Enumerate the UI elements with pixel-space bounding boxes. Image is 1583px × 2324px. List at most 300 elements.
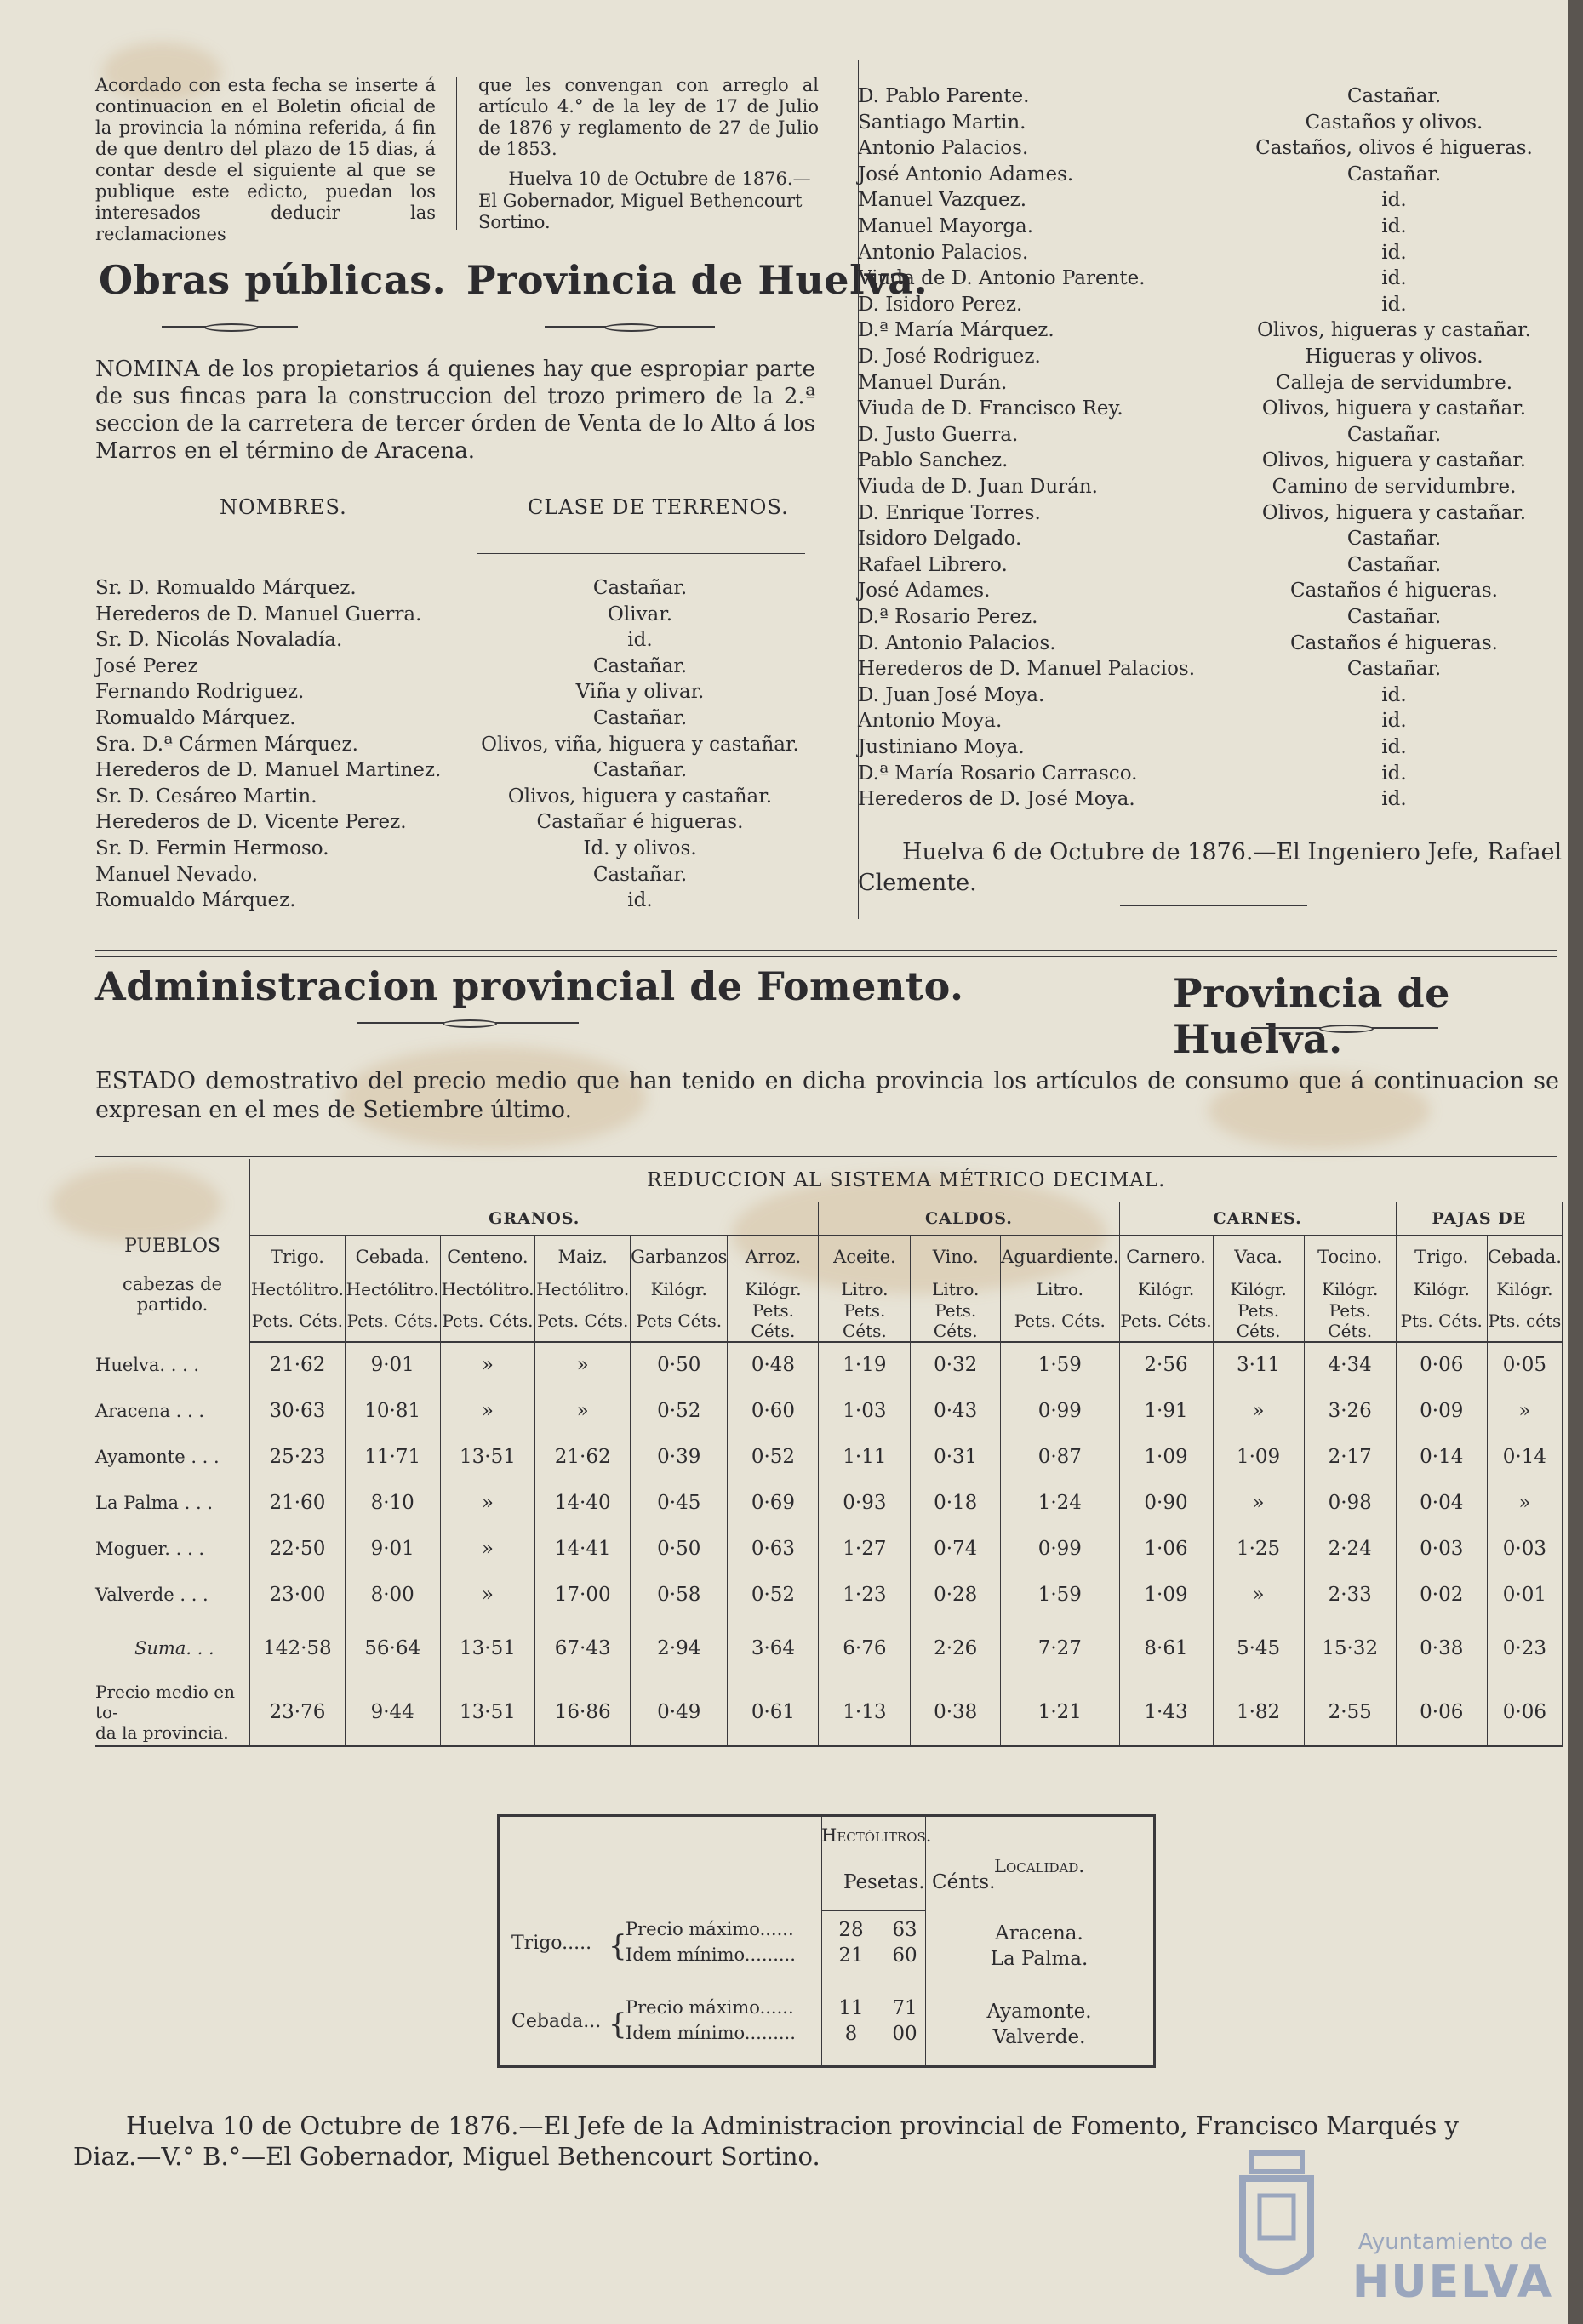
- value-cell: 0·05: [1487, 1342, 1562, 1388]
- land-class: id.: [1381, 710, 1407, 732]
- column-unit: Hectólitro.: [441, 1278, 534, 1299]
- land-class: Castañar.: [1346, 424, 1442, 446]
- land-class: Olivos, higuera y castañar.: [1261, 449, 1527, 471]
- value-cell: 9·44: [345, 1679, 440, 1746]
- land-class: Castañar.: [592, 577, 688, 599]
- value-cell: »: [1213, 1572, 1304, 1618]
- column-name: Maiz.: [535, 1235, 631, 1278]
- fomento-signature: Huelva 10 de Octubre de 1876.—El Jefe de la Administracion provincial de Fomento, Francisco Marqués y Diaz.—V.° B.°—El Gobernador, Miguel Bethencourt Sortino.: [73, 2111, 1459, 2171]
- extremes-pesetas: 28: [838, 1919, 864, 1941]
- owner-name: Herederos de D. José Moya.: [858, 788, 1135, 810]
- pueblo-name: Valverde . . .: [95, 1584, 209, 1605]
- owner-name: D. Isidoro Perez.: [858, 294, 1023, 316]
- column-unit: Kilógr.: [631, 1278, 728, 1300]
- pueblo-cell: [95, 1342, 250, 1388]
- value-cell: 3·26: [1304, 1388, 1396, 1434]
- value-cell: 0·63: [728, 1526, 819, 1572]
- owner-name: Sra. D.ª Cármen Márquez.: [95, 734, 358, 756]
- extremes-head-unit: Hectólitros.: [821, 1825, 932, 1846]
- land-class: Viña y olivar.: [575, 681, 705, 703]
- estado-intro: ESTADO demostrativo del precio medio que han tenido en dicha provincia los artículos de consumo que á continuacion se expresan en el mes de Setiembre último.: [95, 1068, 1559, 1123]
- owner-name: Herederos de D. Manuel Guerra.: [95, 603, 422, 625]
- value-cell: 0·31: [911, 1434, 1001, 1480]
- value-cell: 0·99: [1001, 1526, 1119, 1572]
- heading-provincia-huelva: Provincia de Huelva.: [466, 257, 929, 303]
- extremes-cents: 00: [892, 2023, 917, 2045]
- land-class: Calleja de servidumbre.: [1275, 372, 1513, 394]
- value-cell: 0·06: [1487, 1679, 1562, 1746]
- value-cell: 2·56: [1119, 1342, 1213, 1388]
- column-name: Centeno.: [440, 1235, 535, 1278]
- value-cell: 0·69: [728, 1480, 819, 1526]
- section-rule: [95, 950, 1557, 951]
- owner-name: Sr. D. Nicolás Novaladía.: [95, 629, 343, 651]
- value-cell: »: [1487, 1388, 1562, 1434]
- owner-name: Pablo Sanchez.: [858, 449, 1009, 471]
- owner-name: José Perez: [95, 655, 198, 677]
- owners-list-left: [95, 577, 810, 917]
- watermark-line1: Ayuntamiento de: [1357, 2230, 1548, 2255]
- table-row: [95, 1342, 1563, 1388]
- owner-name: Rafael Librero.: [858, 554, 1008, 576]
- column-money: Pets. Céts.: [535, 1300, 631, 1342]
- prices-table: [95, 1159, 1563, 1747]
- land-class: Olivos, viña, higuera y castañar.: [481, 734, 799, 756]
- edict-text-col1: Acordado con esta fecha se inserte á continuacion en el Boletin oficial de la provincia la nómina referida, á fin de que dentro del plazo de 15 dias, á contar desde el siguiente al que se publique este edicto, puedan los interesados deducir las reclamaciones: [95, 75, 436, 244]
- extremes-cents: 71: [892, 1997, 917, 2019]
- value-cell: 2·26: [911, 1618, 1001, 1679]
- land-class: Castañar.: [1346, 658, 1442, 680]
- value-cell: 8·00: [345, 1572, 440, 1618]
- value-cell: 23·76: [250, 1679, 346, 1746]
- value-cell: »: [440, 1342, 535, 1388]
- value-cell: 0·06: [1396, 1342, 1487, 1388]
- extremes-cents: 63: [892, 1919, 917, 1941]
- owner-name: Herederos de D. Manuel Martinez.: [95, 759, 442, 781]
- value-cell: »: [440, 1388, 535, 1434]
- column-money: Pets. Céts.: [911, 1300, 1001, 1342]
- edict-sign-name: El Gobernador, Miguel Bethencourt Sortino.: [478, 191, 803, 232]
- value-cell: 0·60: [728, 1388, 819, 1434]
- owner-name: Herederos de D. Vicente Perez.: [95, 811, 407, 833]
- value-cell: 14·40: [535, 1480, 631, 1526]
- land-class: Higueras y olivos.: [1305, 345, 1483, 368]
- value-cell: 1·21: [1001, 1679, 1119, 1746]
- owner-name: Fernando Rodriguez.: [95, 681, 305, 703]
- watermark-line2: HUELVA: [1352, 2257, 1554, 2308]
- value-cell: 1·13: [819, 1679, 911, 1746]
- group-head: GRANOS.: [250, 1202, 819, 1235]
- land-class: Castañar.: [1346, 606, 1442, 628]
- extremes-product: Cebada...: [511, 2011, 602, 2032]
- land-class: Camino de servidumbre.: [1272, 476, 1517, 498]
- value-cell: 2·33: [1304, 1572, 1396, 1618]
- value-cell: 17·00: [535, 1572, 631, 1618]
- value-cell: 0·93: [819, 1480, 911, 1526]
- section-rule: [95, 956, 1557, 957]
- pueblo-cell: [95, 1572, 250, 1618]
- value-cell: 23·00: [250, 1572, 346, 1618]
- pueblo-cell: [95, 1434, 250, 1480]
- column-divider: [456, 77, 457, 230]
- owner-name: Antonio Palacios.: [858, 242, 1029, 264]
- box-rule: [821, 1910, 925, 1911]
- value-cell: 0·50: [631, 1342, 728, 1388]
- column-money: Pets. Céts.: [1213, 1300, 1304, 1342]
- extremes-pesetas: 8: [844, 2023, 858, 2045]
- value-cell: »: [1213, 1480, 1304, 1526]
- medio-label-2: da la provincia.: [95, 1722, 229, 1743]
- land-class: id.: [1381, 189, 1407, 211]
- owner-name: D. Antonio Palacios.: [858, 632, 1056, 654]
- pueblo-name: Huelva. . . .: [95, 1354, 200, 1375]
- value-cell: 0·14: [1396, 1434, 1487, 1480]
- value-cell: 2·24: [1304, 1526, 1396, 1572]
- pueblo-name: Aracena . . .: [95, 1400, 205, 1421]
- value-cell: 1·09: [1119, 1434, 1213, 1480]
- extremes-label: Precio máximo......: [626, 1919, 794, 1939]
- ornament-rule: [357, 1019, 579, 1026]
- column-name: Vino.: [911, 1235, 1001, 1278]
- value-cell: »: [440, 1572, 535, 1618]
- owner-name: Antonio Palacios.: [858, 137, 1029, 159]
- column-units-row: [95, 1278, 1563, 1300]
- value-cell: 0·32: [911, 1342, 1001, 1388]
- extremes-label: Idem mínimo.........: [626, 2023, 796, 2043]
- value-cell: 7·27: [1001, 1618, 1119, 1679]
- pueblos-head-1: PUEBLOS: [124, 1236, 220, 1257]
- owner-name: Romualdo Márquez.: [95, 889, 296, 911]
- owner-name: D.ª María Márquez.: [858, 319, 1054, 341]
- value-cell: 0·48: [728, 1342, 819, 1388]
- land-class: Castaños é higueras.: [1290, 580, 1498, 602]
- land-class: Castañar.: [1346, 85, 1442, 107]
- table-row: [95, 1388, 1563, 1434]
- land-class: id.: [627, 889, 653, 911]
- value-cell: 0·49: [631, 1679, 728, 1746]
- extremes-box: [497, 1814, 1156, 2068]
- value-cell: »: [535, 1388, 631, 1434]
- value-cell: 22·50: [250, 1526, 346, 1572]
- owner-name: D. José Rodriguez.: [858, 345, 1041, 368]
- owner-name: Sr. D. Cesáreo Martin.: [95, 785, 317, 808]
- land-class: id.: [1381, 736, 1407, 758]
- value-cell: 56·64: [345, 1618, 440, 1679]
- pueblo-name: Moguer. . . .: [95, 1538, 204, 1559]
- value-cell: 1·59: [1001, 1572, 1119, 1618]
- column-name: Trigo.: [250, 1235, 346, 1278]
- column-money: Pets. Céts.: [345, 1300, 440, 1342]
- value-cell: 9·01: [345, 1526, 440, 1572]
- owner-name: D. Justo Guerra.: [858, 424, 1019, 446]
- ornament-rule: [162, 323, 298, 330]
- value-cell: 2·17: [1304, 1434, 1396, 1480]
- owner-name: Manuel Nevado.: [95, 864, 259, 886]
- column-unit: Hectólitro.: [346, 1278, 439, 1299]
- group-head: CALDOS.: [819, 1202, 1119, 1235]
- column-unit: Kilógr.: [1396, 1278, 1487, 1300]
- value-cell: 0·23: [1487, 1618, 1562, 1679]
- extremes-label: Precio máximo......: [626, 1997, 794, 2018]
- pueblo-cell: [95, 1618, 250, 1679]
- short-rule: [1120, 905, 1307, 906]
- value-cell: 3·11: [1213, 1342, 1304, 1388]
- value-cell: 14·41: [535, 1526, 631, 1572]
- column-unit: Litro.: [819, 1278, 911, 1300]
- crest-icon: [1226, 2144, 1328, 2306]
- pueblo-name: Ayamonte . . .: [95, 1446, 220, 1467]
- column-unit: Kilógr.: [1487, 1278, 1562, 1300]
- col-head-clase: CLASE DE TERRENOS.: [528, 495, 789, 519]
- column-names-row: [95, 1235, 1563, 1278]
- land-class: Olivos, higuera y castañar.: [507, 785, 773, 808]
- value-cell: 13·51: [440, 1679, 535, 1746]
- owner-name: Antonio Moya.: [858, 710, 1003, 732]
- column-name: Carnero.: [1119, 1235, 1213, 1278]
- column-name: Arroz.: [728, 1235, 819, 1278]
- table-row: [95, 1480, 1563, 1526]
- value-cell: 8·61: [1119, 1618, 1213, 1679]
- value-cell: 3·64: [728, 1618, 819, 1679]
- owner-name: José Antonio Adames.: [858, 163, 1074, 186]
- value-cell: 0·04: [1396, 1480, 1487, 1526]
- column-unit: Kilógr.: [1119, 1278, 1213, 1300]
- ornament-rule: [1251, 1025, 1438, 1031]
- value-cell: 1·23: [819, 1572, 911, 1618]
- extremes-head-localidad: Localidad.: [994, 1856, 1084, 1876]
- owner-name: D.ª Rosario Perez.: [858, 606, 1038, 628]
- value-cell: 16·86: [535, 1679, 631, 1746]
- owner-name: Herederos de D. Manuel Palacios.: [858, 658, 1196, 680]
- extremes-rows: [500, 1919, 1153, 2064]
- value-cell: 1·27: [819, 1526, 911, 1572]
- owner-name: Isidoro Delgado.: [858, 528, 1022, 550]
- table-title: REDUCCION AL SISTEMA MÉTRICO DECIMAL.: [250, 1159, 1563, 1202]
- value-cell: 13·51: [440, 1434, 535, 1480]
- owner-name: Manuel Durán.: [858, 372, 1008, 394]
- value-cell: 6·76: [819, 1618, 911, 1679]
- value-cell: 0·09: [1396, 1388, 1487, 1434]
- extremes-head-pesetas: Pesetas.: [843, 1871, 925, 1893]
- pueblo-name: La Palma . . .: [95, 1492, 214, 1513]
- land-class: Castaños é higueras.: [1290, 632, 1498, 654]
- value-cell: 1·25: [1213, 1526, 1304, 1572]
- value-cell: 4·34: [1304, 1342, 1396, 1388]
- owner-name: D. Enrique Torres.: [858, 502, 1041, 524]
- column-unit: Kilógr.: [728, 1278, 819, 1300]
- value-cell: 0·28: [911, 1572, 1001, 1618]
- extremes-localidad: Valverde.: [992, 2026, 1086, 2048]
- edict-text-col2: que les convengan con arreglo al artículo 4.° de la ley de 17 de Julio de 1876 y reglamento de 27 de Julio de 1853.: [478, 75, 819, 159]
- land-class: Castañar.: [592, 759, 688, 781]
- extremes-cents: 60: [892, 1944, 917, 1967]
- value-cell: 0·45: [631, 1480, 728, 1526]
- extremes-pesetas: 11: [838, 1997, 864, 2019]
- owner-name: Romualdo Márquez.: [95, 707, 296, 729]
- value-cell: 30·63: [250, 1388, 346, 1434]
- land-class: id.: [1381, 762, 1407, 785]
- edict-sign-date: Huelva 10 de Octubre de 1876.—: [508, 168, 811, 189]
- stats-table-wrap: [95, 1159, 1563, 1747]
- value-cell: 0·90: [1119, 1480, 1213, 1526]
- value-cell: 1·59: [1001, 1342, 1119, 1388]
- column-unit: Hectólitro.: [250, 1278, 344, 1299]
- land-class: Olivar.: [607, 603, 673, 625]
- table-top-rule: [95, 1156, 1557, 1157]
- value-cell: 0·38: [911, 1679, 1001, 1746]
- extremes-product: Trigo.....: [511, 1933, 592, 1954]
- value-cell: 21·62: [535, 1434, 631, 1480]
- suma-label: Suma. . .: [134, 1637, 214, 1659]
- value-cell: »: [440, 1480, 535, 1526]
- extremes-localidad: La Palma.: [990, 1948, 1089, 1970]
- land-class: Olivos, higuera y castañar.: [1261, 397, 1527, 420]
- brace: {: [609, 2007, 627, 2041]
- value-cell: 0·02: [1396, 1572, 1487, 1618]
- pueblo-cell: [95, 1388, 250, 1434]
- value-cell: 1·19: [819, 1342, 911, 1388]
- value-cell: 2·55: [1304, 1679, 1396, 1746]
- value-cell: 0·50: [631, 1526, 728, 1572]
- column-money: Pts. Céts.: [1396, 1300, 1487, 1342]
- land-class: Castañar.: [592, 655, 688, 677]
- value-cell: 0·52: [728, 1572, 819, 1618]
- table-row: [95, 1526, 1563, 1572]
- land-class: id.: [1381, 215, 1407, 237]
- value-cell: 1·24: [1001, 1480, 1119, 1526]
- land-class: Castañar.: [1346, 528, 1442, 550]
- brace: {: [609, 1929, 627, 1963]
- value-cell: 0·87: [1001, 1434, 1119, 1480]
- value-cell: 0·98: [1304, 1480, 1396, 1526]
- value-cell: »: [535, 1342, 631, 1388]
- land-class: Castaños y olivos.: [1305, 111, 1483, 134]
- value-cell: 1·43: [1119, 1679, 1213, 1746]
- value-cell: 13·51: [440, 1618, 535, 1679]
- column-name: Trigo.: [1396, 1235, 1487, 1278]
- land-class: Castaños, olivos é higueras.: [1255, 137, 1533, 159]
- land-class: Castañar.: [592, 864, 688, 886]
- owner-name: Justiniano Moya.: [858, 736, 1025, 758]
- group-row: [95, 1202, 1563, 1235]
- owner-name: Viuda de D. Francisco Rey.: [858, 397, 1123, 420]
- owner-name: Viuda de D. Antonio Parente.: [858, 267, 1146, 289]
- value-cell: 0·99: [1001, 1388, 1119, 1434]
- column-unit: Litro.: [1001, 1278, 1119, 1300]
- table-row: [95, 1679, 1563, 1746]
- land-class: id.: [1381, 267, 1407, 289]
- column-money: Pets. Céts.: [440, 1300, 535, 1342]
- medio-label-1: Precio medio en to-: [95, 1681, 235, 1722]
- land-class: id.: [1381, 294, 1407, 316]
- column-name: Cebada.: [1487, 1235, 1562, 1278]
- value-cell: 21·60: [250, 1480, 346, 1526]
- owner-name: Sr. D. Romualdo Márquez.: [95, 577, 357, 599]
- column-unit: Litro.: [911, 1278, 1001, 1300]
- land-class: id.: [1381, 242, 1407, 264]
- owner-name: D. Pablo Parente.: [858, 85, 1030, 107]
- value-cell: 1·06: [1119, 1526, 1213, 1572]
- column-money: Pets. Céts.: [1304, 1300, 1396, 1342]
- owner-name: Santiago Martin.: [858, 111, 1026, 134]
- value-cell: 67·43: [535, 1618, 631, 1679]
- value-cell: 0·61: [728, 1679, 819, 1746]
- owner-name: Sr. D. Fermin Hermoso.: [95, 837, 329, 859]
- extremes-head-cents: Cénts.: [932, 1871, 996, 1893]
- land-class: Id. y olivos.: [583, 837, 697, 859]
- value-cell: 25·23: [250, 1434, 346, 1480]
- owner-name: Viuda de D. Juan Durán.: [858, 476, 1098, 498]
- column-money-row: [95, 1300, 1563, 1342]
- value-cell: 0·18: [911, 1480, 1001, 1526]
- land-class: Olivos, higuera y castañar.: [1261, 502, 1527, 524]
- column-money: Pets Céts.: [631, 1300, 728, 1342]
- value-cell: 10·81: [345, 1388, 440, 1434]
- group-head: PAJAS DE: [1396, 1202, 1562, 1235]
- header-rule: [477, 553, 805, 554]
- ornament-rule: [545, 323, 715, 330]
- pueblo-cell: [95, 1480, 250, 1526]
- col-head-nombres: NOMBRES.: [220, 495, 347, 519]
- land-class: Castañar.: [1346, 554, 1442, 576]
- extremes-localidad: Ayamonte.: [986, 2001, 1092, 2023]
- value-cell: 0·01: [1487, 1572, 1562, 1618]
- value-cell: »: [1487, 1480, 1562, 1526]
- owner-name: Manuel Mayorga.: [858, 215, 1034, 237]
- column-money: Pets. Céts.: [819, 1300, 911, 1342]
- column-name: Aguardiente.: [1001, 1235, 1119, 1278]
- value-cell: 1·91: [1119, 1388, 1213, 1434]
- value-cell: 1·09: [1119, 1572, 1213, 1618]
- nomina-intro: NOMINA de los propietarios á quienes hay que espropiar parte de sus fincas para la construccion del trozo primero de la 2.ª seccion de la carretera de tercer órden de Venta de lo Alto á los Marros en el término de Aracena.: [95, 357, 815, 464]
- table-row: [95, 1572, 1563, 1618]
- binding-edge: [1568, 0, 1583, 2324]
- owner-name: Manuel Vazquez.: [858, 189, 1027, 211]
- land-class: Castañar.: [592, 707, 688, 729]
- value-cell: 142·58: [250, 1618, 346, 1679]
- extremes-label: Idem mínimo.........: [626, 1944, 796, 1965]
- ingeniero-signature: Huelva 6 de Octubre de 1876.—El Ingeniero Jefe, Rafael Clemente.: [858, 839, 1563, 896]
- value-cell: 11·71: [345, 1434, 440, 1480]
- group-head: CARNES.: [1119, 1202, 1396, 1235]
- value-cell: 15·32: [1304, 1618, 1396, 1679]
- city-crest-logo: [1226, 2144, 1328, 2306]
- value-cell: »: [1213, 1388, 1304, 1434]
- column-name: Aceite.: [819, 1235, 911, 1278]
- value-cell: 0·52: [631, 1388, 728, 1434]
- pueblo-cell: [95, 1679, 250, 1746]
- column-money: Pts. céts: [1487, 1300, 1562, 1342]
- pueblos-head: [95, 1202, 250, 1342]
- value-cell: 8·10: [345, 1480, 440, 1526]
- value-cell: 2·94: [631, 1618, 728, 1679]
- heading-obras-publicas: Obras públicas.: [99, 257, 447, 303]
- value-cell: 1·11: [819, 1434, 911, 1480]
- value-cell: 0·06: [1396, 1679, 1487, 1746]
- value-cell: 0·03: [1396, 1526, 1487, 1572]
- column-name: Cebada.: [345, 1235, 440, 1278]
- pueblos-head-2: cabezas de partido.: [122, 1274, 223, 1315]
- land-class: Castañar é higueras.: [536, 811, 744, 833]
- table-title-row: [95, 1159, 1563, 1202]
- owner-name: D.ª María Rosario Carrasco.: [858, 762, 1138, 785]
- table-row: [95, 1434, 1563, 1480]
- column-unit: Kilógr.: [1304, 1278, 1396, 1300]
- column-name: Vaca.: [1213, 1235, 1304, 1278]
- table-row: [95, 1618, 1563, 1679]
- column-name: Garbanzos: [631, 1235, 728, 1278]
- value-cell: 0·74: [911, 1526, 1001, 1572]
